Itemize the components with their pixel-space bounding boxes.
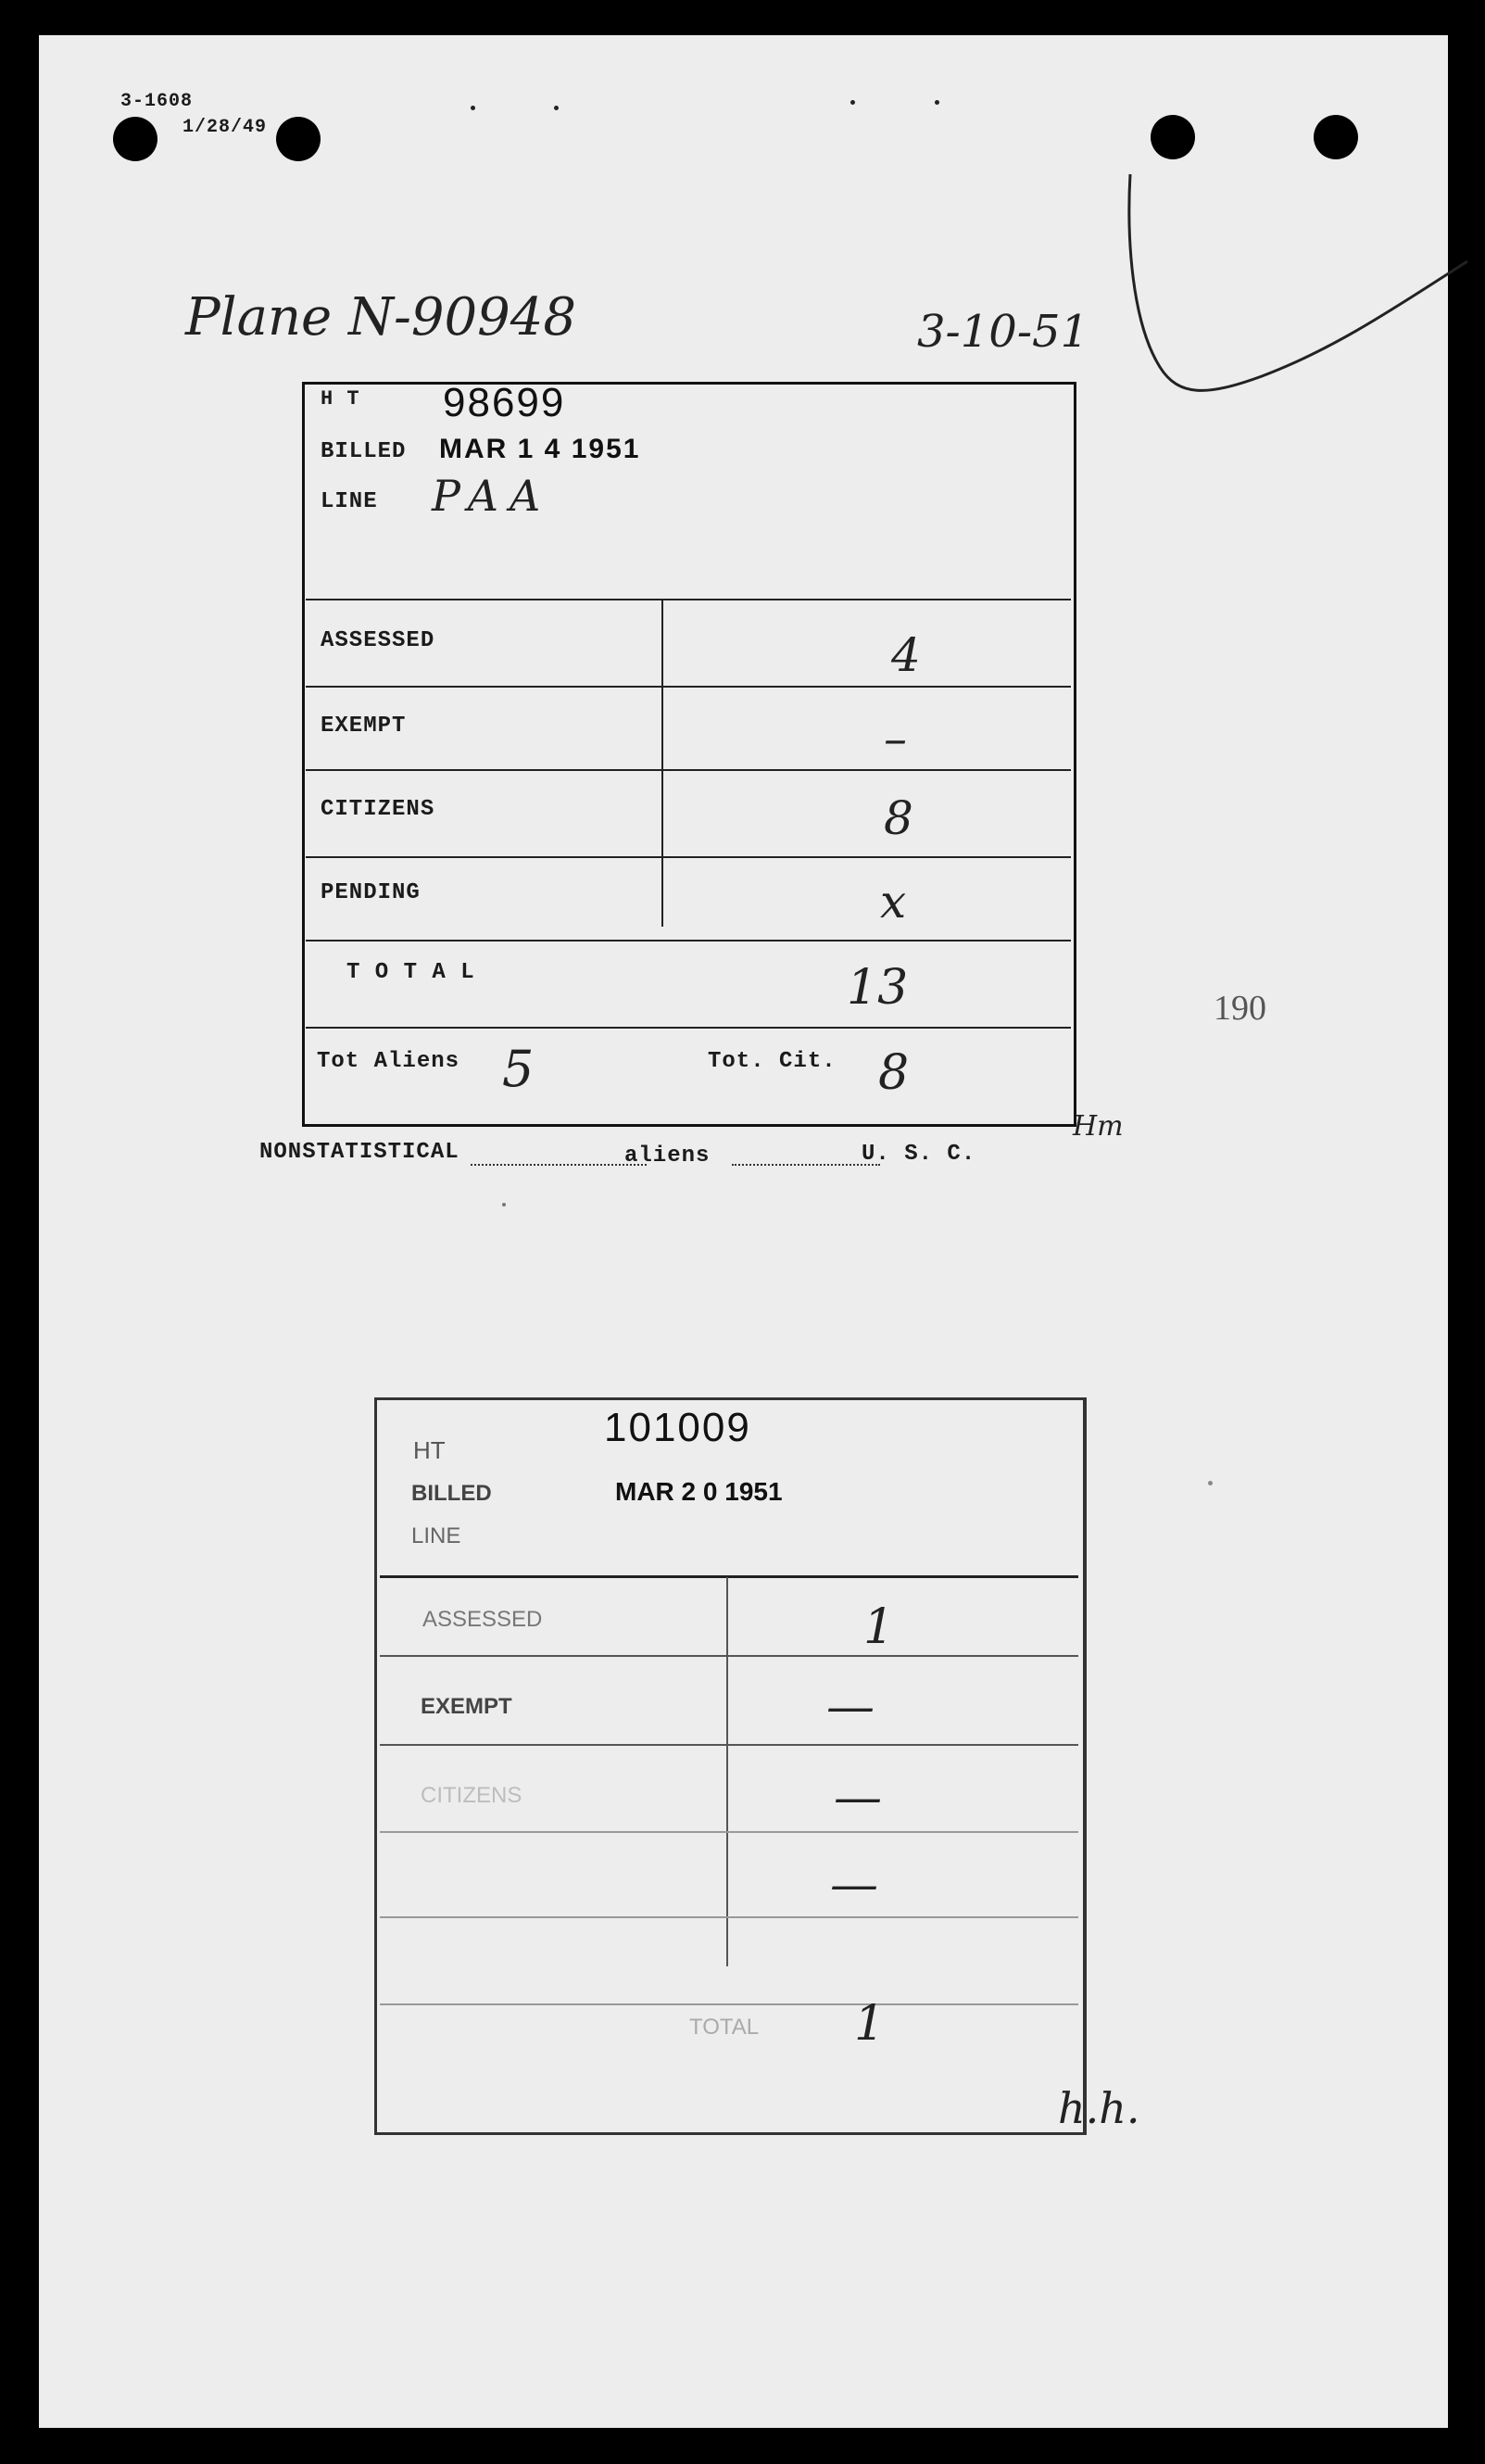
nonstatistical-aliens: aliens	[624, 1144, 711, 1169]
row-value-pending-2: —	[830, 1857, 878, 1913]
nonstatistical-label: NONSTATISTICAL	[259, 1140, 459, 1165]
record-1-box	[302, 382, 1076, 1127]
form-date: 1/28/49	[182, 117, 268, 138]
total-value-2: 1	[854, 1996, 886, 2052]
row-value-exempt: –	[884, 712, 907, 765]
total-label: T O T A L	[346, 960, 475, 985]
punch-hole	[1151, 115, 1195, 159]
line-value: PAA	[432, 471, 552, 521]
ht-number: 98699	[443, 380, 566, 425]
page-number: 190	[1214, 989, 1266, 1028]
row-value-assessed-2: 1	[863, 1599, 895, 1655]
nonstatistical-usc: U. S. C.	[862, 1142, 976, 1167]
tot-aliens-value: 5	[502, 1040, 535, 1098]
tot-cit-value: 8	[878, 1045, 910, 1101]
billed-label: BILLED	[321, 439, 407, 464]
row-label-citizens-2: CITIZENS	[421, 1783, 522, 1808]
total-label-2: TOTAL	[689, 2015, 760, 2040]
ht-label-2: HT	[413, 1436, 446, 1464]
tot-aliens-label: Tot Aliens	[317, 1049, 460, 1074]
billed-date-stamp: MAR 1 4 1951	[439, 434, 641, 464]
initials-2: h.h.	[1058, 2083, 1140, 2133]
line-label-2: LINE	[411, 1523, 461, 1548]
punch-hole	[1314, 115, 1358, 159]
row-label-assessed: ASSESSED	[321, 628, 435, 653]
punch-hole	[113, 117, 157, 161]
row-value-citizens-2: —	[834, 1770, 882, 1826]
check-mark-icon	[1123, 165, 1475, 415]
row-label-exempt-2: EXEMPT	[421, 1694, 512, 1719]
row-value-pending: x	[880, 875, 907, 929]
plane-number: Plane N-90948	[185, 287, 577, 347]
row-value-assessed: 4	[891, 628, 921, 682]
line-label: LINE	[321, 489, 378, 514]
row-label-exempt: EXEMPT	[321, 714, 407, 739]
row-value-exempt-2: —	[826, 1679, 875, 1735]
header-date: 3-10-51	[917, 306, 1089, 358]
row-label-citizens: CITIZENS	[321, 797, 435, 822]
ht-number-2: 101009	[604, 1405, 751, 1450]
billed-label-2: BILLED	[411, 1481, 492, 1506]
ht-label: H T	[321, 387, 360, 411]
tot-cit-label: Tot. Cit.	[708, 1049, 837, 1074]
document-page	[39, 35, 1448, 2428]
initials-1: Hm	[1073, 1110, 1124, 1143]
form-number: 3-1608	[120, 91, 194, 112]
row-value-citizens: 8	[884, 791, 913, 845]
row-label-pending: PENDING	[321, 880, 421, 905]
punch-hole	[276, 117, 321, 161]
total-value: 13	[847, 960, 909, 1016]
row-label-assessed-2: ASSESSED	[422, 1607, 543, 1632]
billed-date-2: MAR 2 0 1951	[615, 1477, 783, 1506]
